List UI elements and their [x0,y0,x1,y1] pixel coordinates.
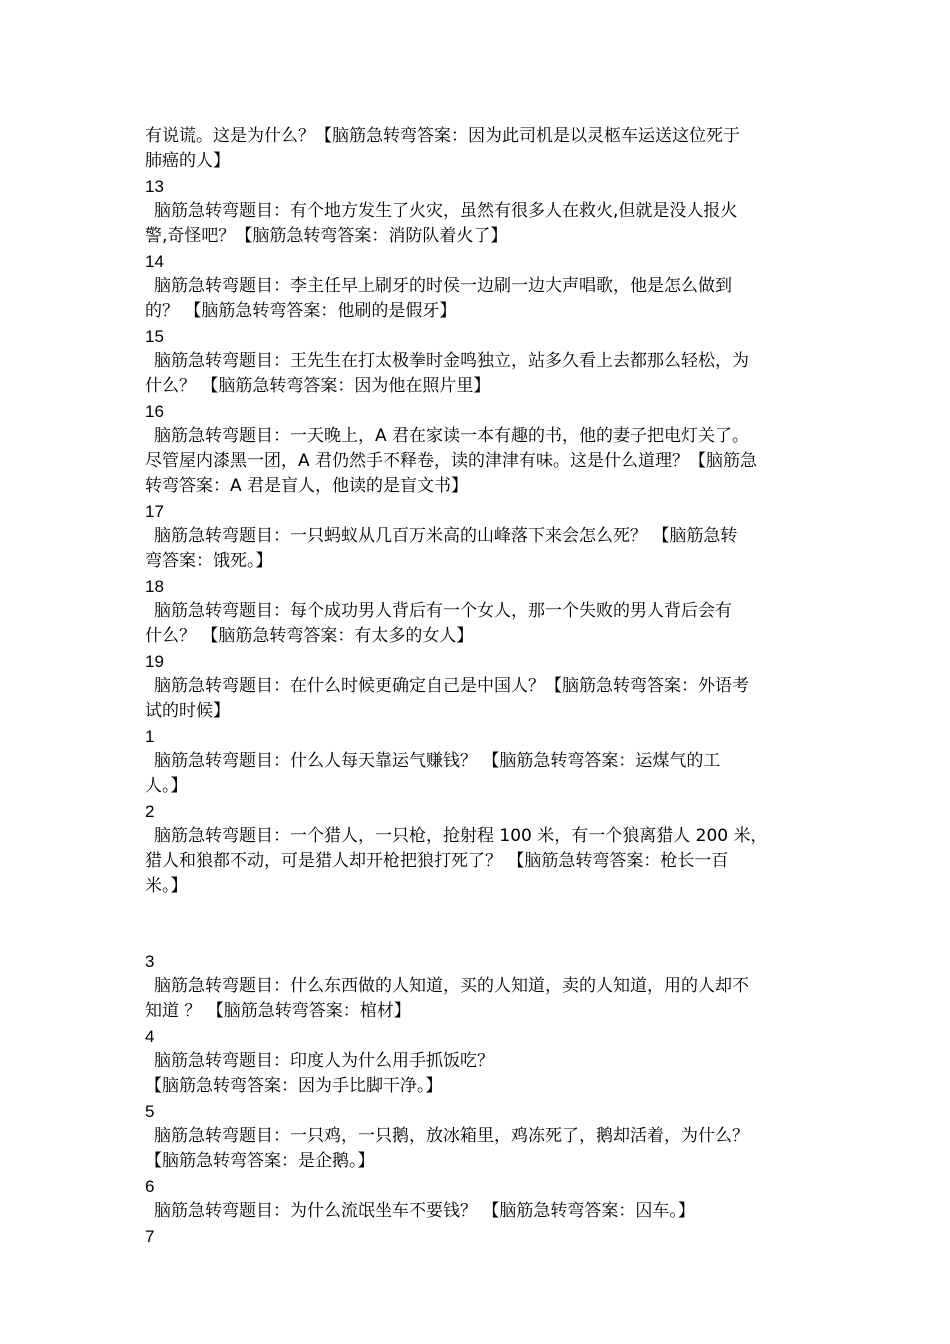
text-line: 【脑筋急转弯答案：因为手比脚干净。】 [145,1076,443,1096]
text-line: 弯答案：饿死。】 [145,551,273,571]
question-line: 脑筋急转弯题目：李主任早上刷牙的时侯一边刷一边大声唱歌，他是怎么做到 [154,276,732,296]
text-line: 试的时候】 [145,701,230,721]
text-line: 转弯答案：A 君是盲人，他读的是盲文书】 [145,476,469,496]
question-line: 脑筋急转弯题目：每个成功男人背后有一个女人，那一个失败的男人背后会有 [154,601,732,621]
text-line: 肺癌的人】 [145,151,230,171]
item-number: 13 [145,177,164,196]
item-number: 6 [145,1177,155,1196]
item-number: 3 [145,952,155,971]
question-line: 脑筋急转弯题目：一天晚上，A 君在家读一本有趣的书，他的妻子把电灯关了。 [154,426,750,446]
item-number: 16 [145,402,164,421]
question-line: 脑筋急转弯题目：一个猎人，一只枪，抢射程 100 米，有一个狼离猎人 200 米， [154,826,768,846]
text-line: 的？ 【脑筋急转弯答案：他刷的是假牙】 [145,301,457,321]
text-line: 什么？ 【脑筋急转弯答案：有太多的女人】 [145,626,474,646]
question-line: 脑筋急转弯题目：一只鸡，一只鹅，放冰箱里，鸡冻死了，鹅却活着，为什么？ [154,1126,749,1146]
text-line: 尽管屋内漆黑一团，A 君仍然手不释卷，读的津津有味。这是什么道理？【脑筋急 [145,451,758,471]
question-line: 脑筋急转弯题目：什么人每天靠运气赚钱？ 【脑筋急转弯答案：运煤气的工 [154,751,721,771]
question-line: 脑筋急转弯题目：什么东西做的人知道，买的人知道，卖的人知道，用的人却不 [154,976,749,996]
document-body [145,124,815,1249]
item-number: 15 [145,327,164,346]
text-line: 猎人和狼都不动，可是猎人却开枪把狼打死了？ 【脑筋急转弯答案：枪长一百 [145,851,729,871]
text-line: 警,奇怪吧？【脑筋急转弯答案：消防队着火了】 [145,226,508,246]
item-number: 5 [145,1102,155,1121]
item-number: 18 [145,577,164,596]
text-line: 有说谎。这是为什么？【脑筋急转弯答案：因为此司机是以灵柩车运送这位死于 [145,126,740,146]
text-line: 米。】 [145,876,188,896]
item-number: 2 [145,802,155,821]
question-line: 脑筋急转弯题目：王先生在打太极拳时金鸣独立，站多久看上去都那么轻松，为 [154,351,749,371]
item-number: 4 [145,1027,155,1046]
blank-gap [145,899,815,949]
item-number: 7 [145,1227,155,1246]
question-line: 脑筋急转弯题目：印度人为什么用手抓饭吃？ [154,1051,494,1071]
item-number: 14 [145,252,164,271]
question-line: 脑筋急转弯题目：在什么时候更确定自己是中国人？【脑筋急转弯答案：外语考 [154,676,749,696]
text-line: 什么？ 【脑筋急转弯答案：因为他在照片里】 [145,376,491,396]
question-line: 脑筋急转弯题目：为什么流氓坐车不要钱？ 【脑筋急转弯答案：囚车。】 [154,1201,695,1221]
text-line: 知道 ？ 【脑筋急转弯答案：棺材】 [145,1001,411,1021]
text-line: 【脑筋急转弯答案：是企鹅。】 [145,1151,375,1171]
question-line: 脑筋急转弯题目：有个地方发生了火灾，虽然有很多人在救火,但就是没人报火 [154,201,738,221]
text-line: 人。】 [145,776,188,796]
question-line: 脑筋急转弯题目：一只蚂蚁从几百万米高的山峰落下来会怎么死？ 【脑筋急转 [154,526,738,546]
item-number: 19 [145,652,164,671]
item-number: 1 [145,727,155,746]
item-number: 17 [145,502,164,521]
